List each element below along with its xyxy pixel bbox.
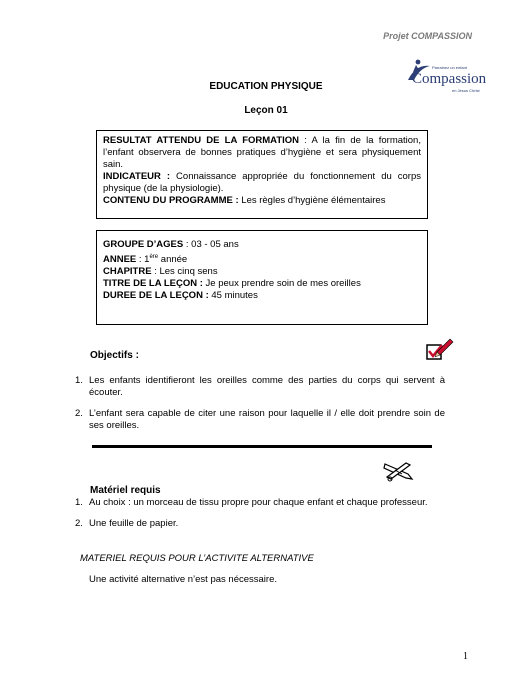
materials-label: Matériel requis	[90, 485, 161, 496]
indicator-text: Connaissance appropriée du fonctionnement du corps physique (de la physiologie).	[103, 171, 421, 194]
list-item-text: Les enfants identifieront les oreilles comme des parties du corps qui servent à écouter.	[89, 375, 445, 398]
result-text: : A la fin de la formation, l’enfant observera de bonnes pratiques d’hygiène et sera physiquement sain.	[103, 135, 421, 170]
result-line	[103, 135, 421, 171]
tools-icon	[382, 460, 416, 482]
program-content-line	[103, 195, 421, 207]
logo-wordmark: Compassion	[412, 71, 487, 87]
indicator-label: INDICATEUR :	[103, 171, 171, 182]
chapter-label: CHAPITRE	[103, 266, 152, 278]
alternative-activity-heading: MATERIEL REQUIS POUR L’ACTIVITE ALTERNATIVE	[80, 553, 314, 564]
project-header: Projet COMPASSION	[383, 31, 472, 41]
program-content-text: Les règles d’hygiène élémentaires	[238, 195, 386, 206]
list-item	[75, 375, 445, 401]
lesson-info-box	[96, 230, 428, 325]
list-item-text: Au choix : un morceau de tissu propre pour chaque enfant et chaque professeur.	[89, 497, 428, 508]
alternative-activity-text: Une activité alternative n’est pas nécessaire.	[89, 574, 277, 585]
lesson-title-text: Je peux prendre soin de mes oreilles	[202, 278, 361, 290]
program-content-label: CONTENU DU PROGRAMME :	[103, 195, 239, 206]
year-text: : 1	[136, 254, 150, 266]
age-group-text: : 03 - 05 ans	[183, 239, 239, 250]
duration-text: 45 minutes	[208, 290, 258, 302]
list-item	[75, 497, 455, 510]
duration-label: DUREE DE LA LEÇON :	[103, 290, 209, 302]
logo-top-text: Parrainez un enfant	[432, 65, 467, 70]
list-item-text: L’enfant sera capable de citer une raison pour laquelle il / elle doit prendre soin de ses oreilles.	[89, 408, 445, 431]
year-text-suffix: année	[158, 254, 188, 266]
list-item-text: Une feuille de papier.	[89, 518, 179, 529]
list-item	[75, 518, 455, 531]
year-superscript: ère	[149, 254, 159, 260]
objectives-label: Objectifs :	[90, 350, 139, 361]
year-label: ANNEE	[103, 254, 137, 266]
result-label: RESULTAT ATTENDU DE LA FORMATION	[103, 135, 300, 146]
page-number: 1	[463, 651, 468, 662]
lesson-title-label: TITRE DE LA LEÇON :	[103, 278, 203, 290]
list-item-number: 1.	[75, 497, 83, 508]
age-group-label: GROUPE D’AGES	[103, 239, 184, 250]
lesson-title-line	[103, 278, 421, 290]
section-divider	[92, 445, 432, 448]
logo-tagline: en Jésus Christ	[452, 88, 480, 93]
learning-outcome-box	[96, 130, 428, 219]
age-group-line	[103, 239, 421, 251]
list-item-number: 2.	[75, 408, 83, 419]
duration-line	[103, 290, 421, 302]
chapter-text: : Les cinq sens	[151, 266, 218, 278]
list-item-number: 2.	[75, 518, 83, 529]
list-item-number: 1.	[75, 375, 83, 386]
checkbox-pencil-icon	[425, 336, 455, 362]
lesson-number: Leçon 01	[244, 105, 288, 116]
chapter-line	[103, 266, 421, 278]
year-line	[103, 251, 421, 266]
indicator-line	[103, 171, 421, 195]
list-item	[75, 408, 445, 434]
document-title: EDUCATION PHYSIQUE	[209, 81, 323, 92]
